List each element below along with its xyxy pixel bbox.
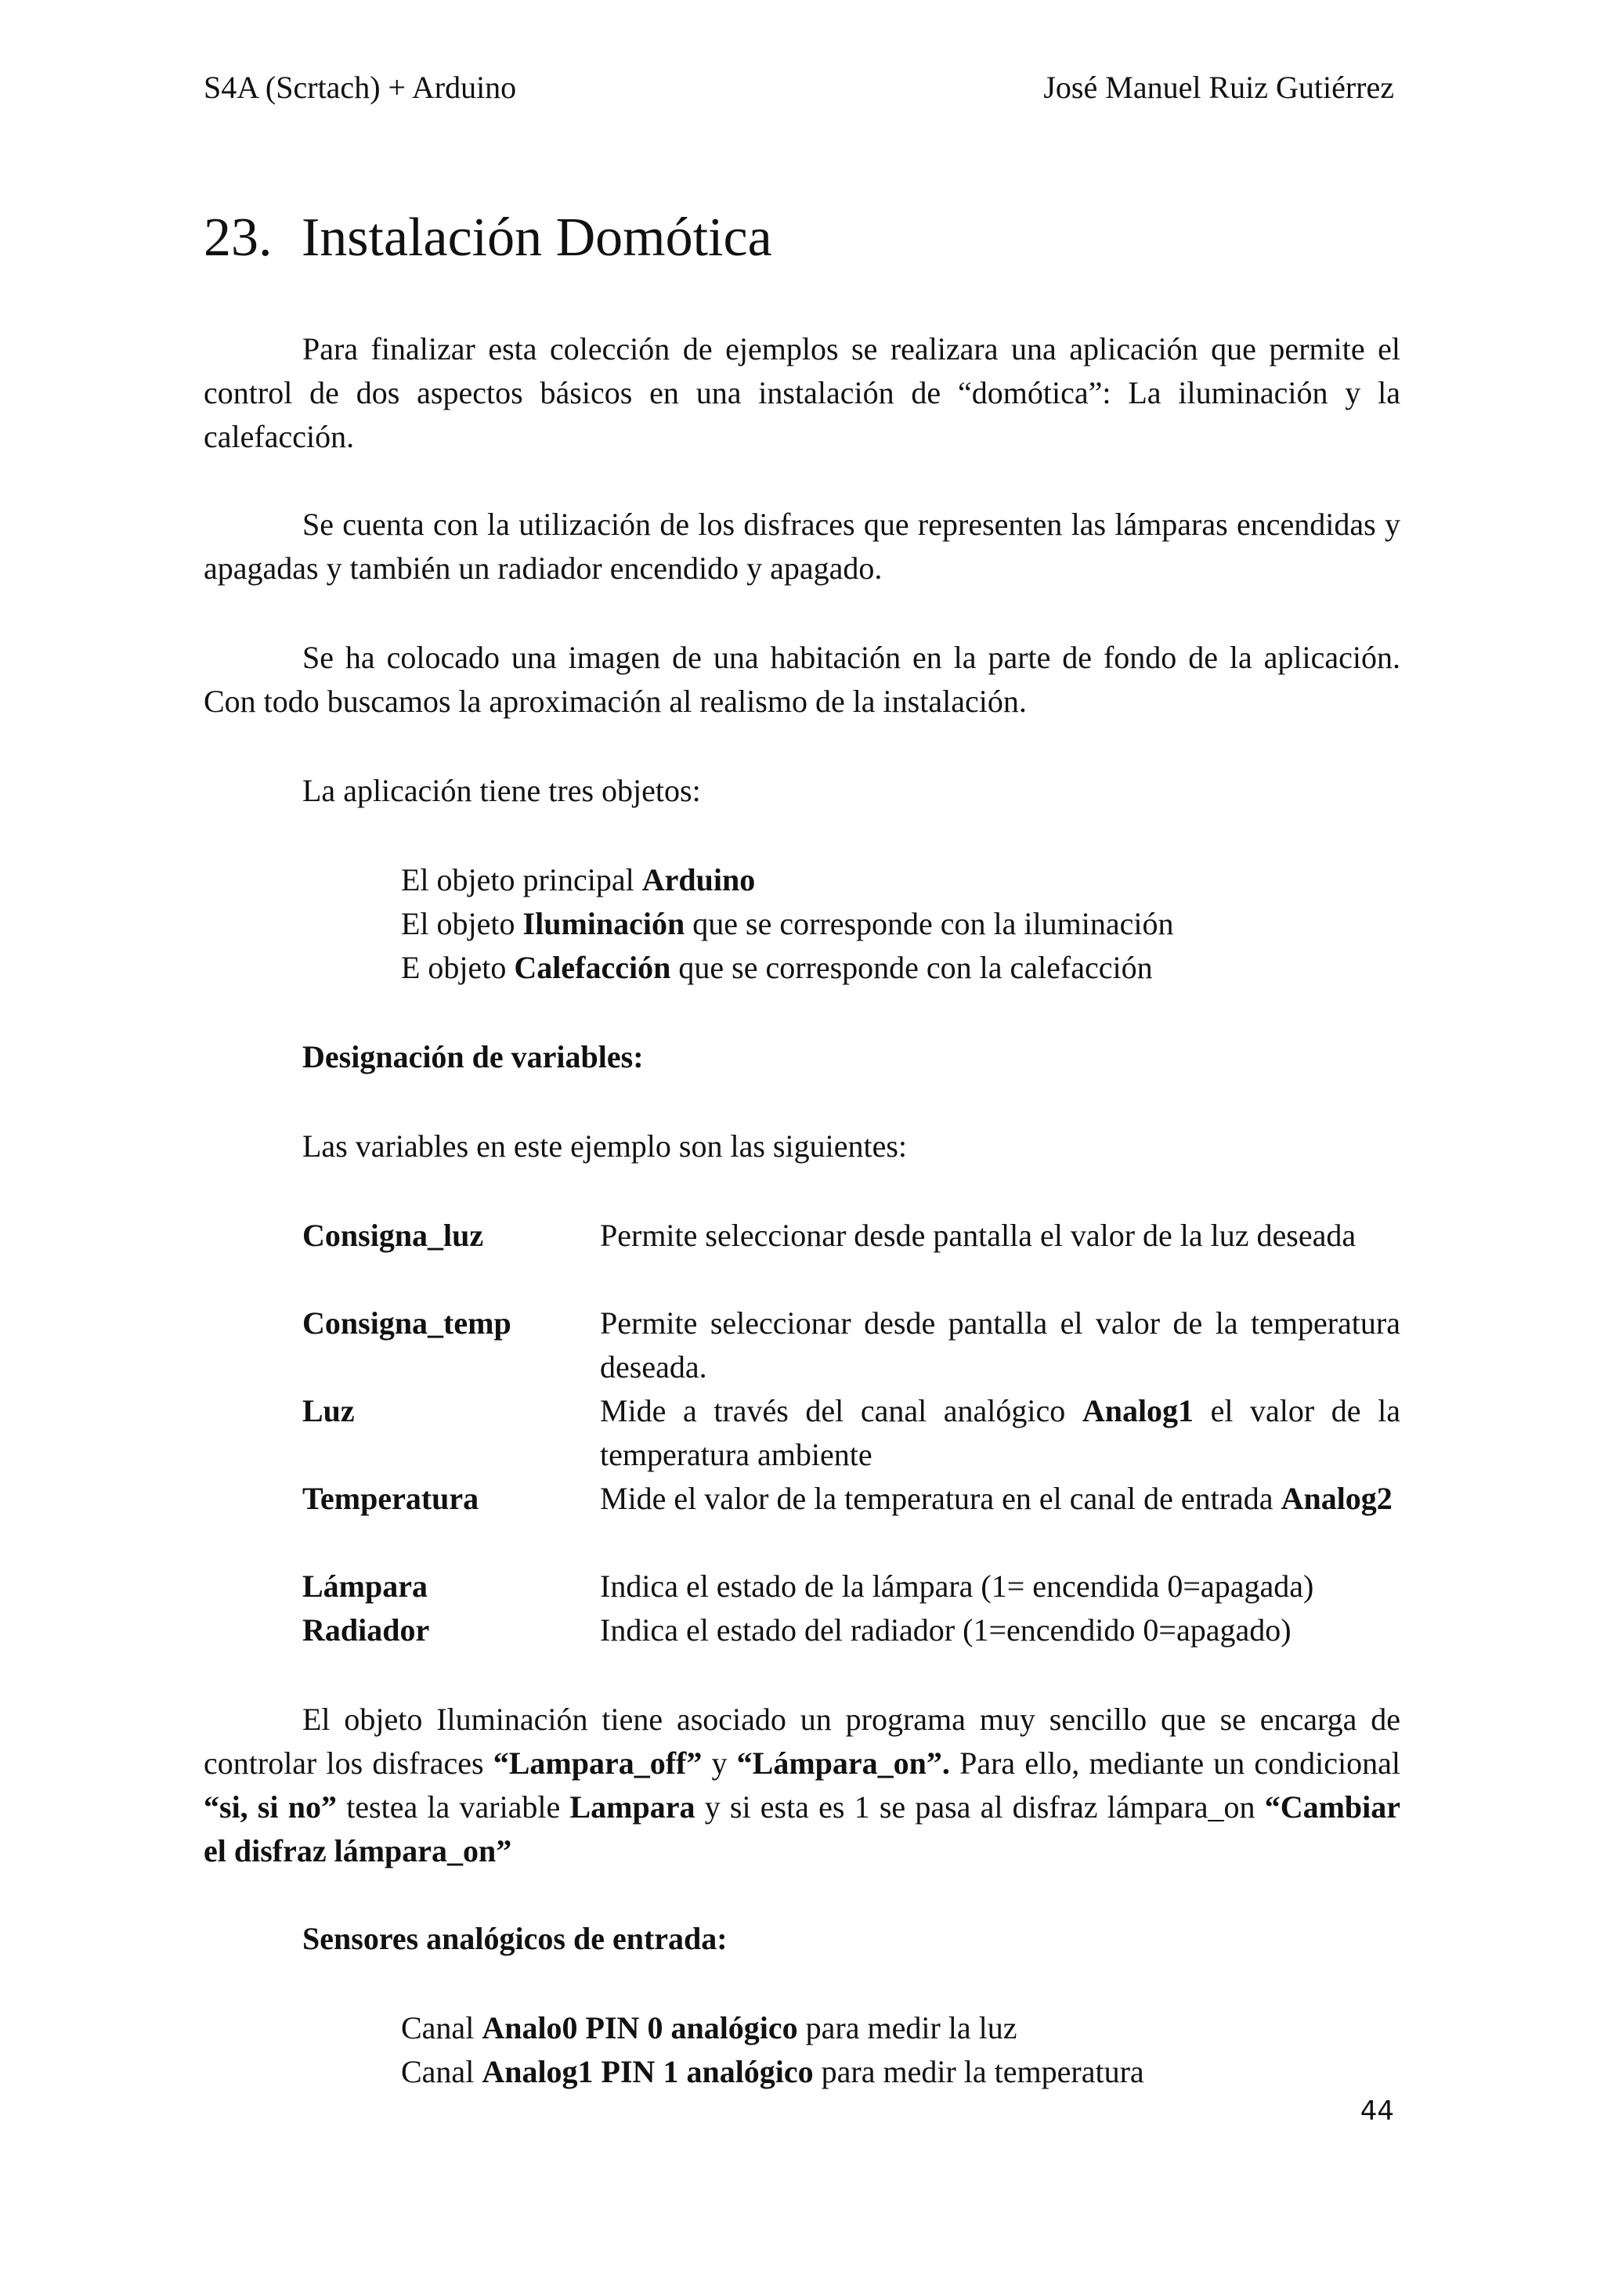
paragraph-iluminacion: El objeto Iluminación tiene asociado un programa muy sencillo que se encarga de controlar los disfraces “Lampara_off” y “Lámpara_on”. Para ello, mediante un condicional “si, si no” testea la variable Lampara y si esta es 1 se pasa al disfraz lámpara_on “Cambiar el disfraz lámpara_on” xyxy=(204,1702,1401,1868)
variables-heading: Designación de variables: xyxy=(302,1039,644,1074)
section-heading xyxy=(204,205,772,271)
variable-desc: Indica el estado del radiador (1=encendido 0=apagado) xyxy=(600,1612,1292,1648)
variable-name: Temperatura xyxy=(302,1481,479,1516)
running-header-title: S4A (Scrtach) + Arduino xyxy=(204,70,517,105)
paragraph-objects-intro: La aplicación tiene tres objetos: xyxy=(302,773,701,808)
paragraph-costumes: Se cuenta con la utilización de los disfraces que representen las lámparas encendidas y apagadas y también un radiador encendido y apagado. xyxy=(204,507,1400,586)
paragraph-background: Se ha colocado una imagen de una habitación en la parte de fondo de la aplicación. Con todo buscamos la aproximación al realismo de la instalación. xyxy=(204,640,1400,719)
sensor-item: Canal Analog1 PIN 1 analógico para medir la temperatura xyxy=(401,2054,1144,2089)
variable-desc: Indica el estado de la lámpara (1= encendida 0=apagada) xyxy=(600,1569,1314,1604)
variable-name: Luz xyxy=(302,1393,355,1428)
section-number: 23. xyxy=(204,208,273,268)
sensors-heading: Sensores analógicos de entrada: xyxy=(302,1921,728,1956)
variable-name: Consigna_luz xyxy=(302,1218,484,1253)
page-number: 44 xyxy=(1360,2096,1394,2127)
variable-name: Lámpara xyxy=(302,1569,428,1604)
variable-desc: Permite seleccionar desde pantalla el valor de la temperatura deseada. xyxy=(600,1305,1400,1384)
running-header-author: José Manuel Ruiz Gutiérrez xyxy=(1043,70,1394,105)
object-item: El objeto principal Arduino xyxy=(401,862,756,897)
variable-desc: Mide el valor de la temperatura en el canal de entrada Analog2 xyxy=(600,1481,1393,1516)
section-title: Instalación Domótica xyxy=(302,208,772,268)
variables-intro: Las variables en este ejemplo son las siguientes: xyxy=(302,1128,908,1164)
variable-desc: Mide a través del canal analógico Analog1 el valor de la temperatura ambiente xyxy=(600,1393,1400,1472)
variable-name: Radiador xyxy=(302,1612,430,1648)
variable-desc: Permite seleccionar desde pantalla el valor de la luz deseada xyxy=(600,1218,1357,1253)
sensor-item: Canal Analo0 PIN 0 analógico para medir la luz xyxy=(401,2010,1017,2045)
object-item: E objeto Calefacción que se corresponde con la calefacción xyxy=(401,950,1153,985)
variable-name: Consigna_temp xyxy=(302,1305,511,1341)
object-item: El objeto Iluminación que se corresponde con la iluminación xyxy=(401,906,1174,941)
paragraph-intro: Para finalizar esta colección de ejemplos se realizara una aplicación que permite el control de dos aspectos básicos en una instalación de “domótica”: La iluminación y la calefacción. xyxy=(204,331,1400,454)
